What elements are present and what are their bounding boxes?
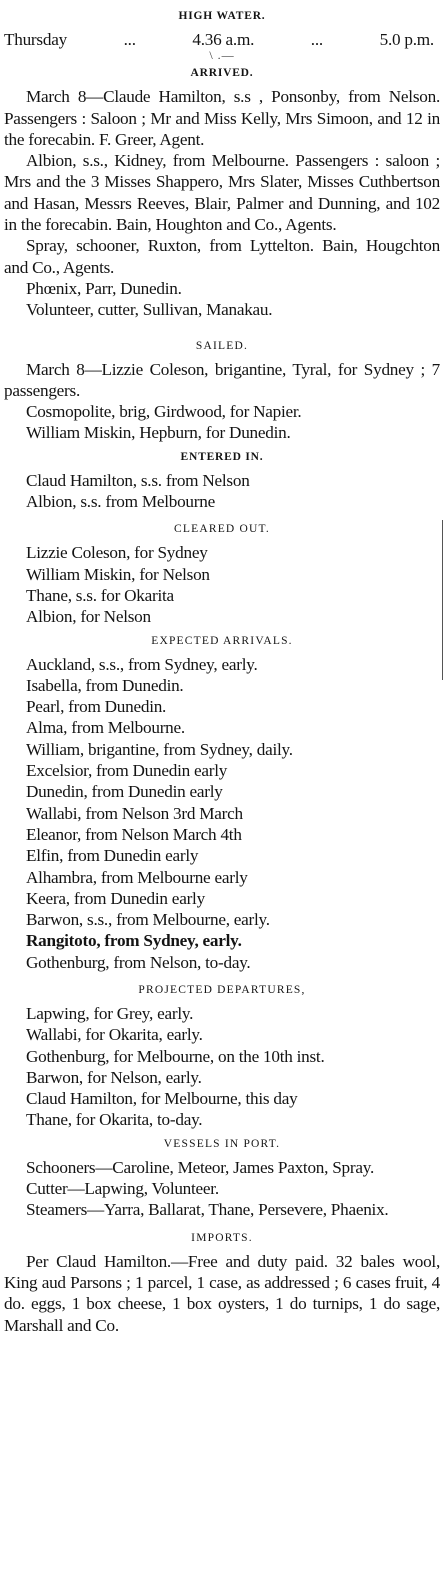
arrived-entry: Albion, s.s., Kidney, from Melbourne. Passengers : saloon ; Mrs and the 3 Misses Shappero, Mrs Slater, Misses Cuthbertson and Hasan, Messrs Reeves, Blair, Palmer and Dunning, and 102 in the forecabin. Bain, Houghton and Co., Agents. <box>4 151 440 235</box>
arrived-heading: ARRIVED. <box>190 67 254 80</box>
high-water-dots-1: ... <box>123 30 136 49</box>
projected-departure-entry: Barwon, for Nelson, early. <box>26 1067 202 1087</box>
cleared-out-entry: Lizzie Coleson, for Sydney <box>26 543 208 563</box>
expected-arrival-entry: Alhambra, from Melbourne early <box>26 867 248 887</box>
vessels-in-port-entry: Schooners—Caroline, Meteor, James Paxton, Spray. <box>26 1157 375 1177</box>
expected-arrival-entry: Alma, from Melbourne. <box>26 718 185 738</box>
expected-arrival-entry: Barwon, s.s., from Melbourne, early. <box>26 910 270 930</box>
arrived-entry: March 8—Claude Hamilton, s.s , Ponsonby, from Nelson. Passengers : Saloon ; Mr and Miss Kelly, Mrs Simoon, and 12 in the forecabin. F. Greer, Agent. <box>4 87 440 149</box>
cleared-out-entry: Albion, for Nelson <box>26 607 151 627</box>
entered-in-entry: Claud Hamilton, s.s. from Nelson <box>26 470 250 490</box>
arrived-entry: Volunteer, cutter, Sullivan, Manakau. <box>26 300 273 320</box>
expected-arrivals-heading: EXPECTED ARRIVALS. <box>151 634 293 647</box>
ornament-divider: \ .— <box>209 48 235 63</box>
sailed-entry: March 8—Lizzie Coleson, brigantine, Tyral, for Sydney ; 7 passengers. <box>4 359 440 400</box>
arrived-entry: Spray, schooner, Ruxton, from Lyttelton. Bain, Hougchton and Co., Agents. <box>4 236 440 277</box>
projected-departure-entry: Claud Hamilton, for Melbourne, this day <box>26 1089 298 1109</box>
expected-arrival-entry: William, brigantine, from Sydney, daily. <box>26 739 293 759</box>
projected-departures-heading: PROJECTED DEPARTURES, <box>138 983 306 996</box>
imports-entry: Per Claud Hamilton.—Free and duty paid. 32 bales wool, King aud Parsons ; 1 parcel, 1 case, as addressed ; 6 cases fruit, 4 do. eggs, 1 box cheese, 1 box oysters, 1 do turnips, 1 do sage, Marshall and Co. <box>4 1251 440 1335</box>
high-water-pm: 5.0 p.m. <box>379 30 434 49</box>
expected-arrival-entry: Eleanor, from Nelson March 4th <box>26 824 242 844</box>
entered-in-heading: ENTERED IN. <box>180 450 264 463</box>
expected-arrival-entry: Dunedin, from Dunedin early <box>26 782 223 802</box>
newspaper-column <box>4 3 440 1336</box>
expected-arrival-entry: Pearl, from Dunedin. <box>26 697 167 717</box>
vessels-in-port-entry: Cutter—Lapwing, Volunteer. <box>26 1179 219 1199</box>
vessels-in-port-heading: VESSELS IN PORT. <box>163 1137 281 1150</box>
expected-arrival-entry: Rangitoto, from Sydney, early. <box>26 931 242 951</box>
expected-arrival-entry: Auckland, s.s., from Sydney, early. <box>26 654 258 674</box>
expected-arrival-entry: Wallabi, from Nelson 3rd March <box>26 803 243 823</box>
projected-departure-entry: Gothenburg, for Melbourne, on the 10th inst. <box>26 1046 325 1066</box>
sailed-entry: William Miskin, Hepburn, for Dunedin. <box>26 423 291 443</box>
high-water-am: 4.36 a.m. <box>192 30 255 49</box>
expected-arrival-entry: Isabella, from Dunedin. <box>26 675 184 695</box>
expected-arrival-entry: Excelsior, from Dunedin early <box>26 761 228 781</box>
high-water-day: Thursday <box>4 30 67 49</box>
expected-arrival-entry: Keera, from Dunedin early <box>26 888 205 908</box>
projected-departure-entry: Lapwing, for Grey, early. <box>26 1003 194 1023</box>
arrived-entry: Phœnix, Parr, Dunedin. <box>26 278 182 298</box>
sailed-entry: Cosmopolite, brig, Girdwood, for Napier. <box>26 402 302 422</box>
expected-arrival-entry: Gothenburg, from Nelson, to-day. <box>26 952 251 972</box>
cleared-out-heading: CLEARED OUT. <box>174 523 270 536</box>
expected-arrival-entry: Elfin, from Dunedin early <box>26 846 199 866</box>
projected-departure-entry: Thane, for Okarita, to-day. <box>26 1110 203 1130</box>
sailed-heading: SAILED. <box>195 339 249 352</box>
column-rule <box>442 520 443 680</box>
projected-departure-entry: Wallabi, for Okarita, early. <box>26 1025 203 1045</box>
cleared-out-entry: Thane, s.s. for Okarita <box>26 585 174 605</box>
vessels-in-port-entry: Steamers—Yarra, Ballarat, Thane, Persevere, Phaenix. <box>26 1200 389 1220</box>
high-water-dots-2: ... <box>310 30 323 49</box>
high-water-row <box>4 29 440 50</box>
high-water-heading: HIGH WATER. <box>178 10 266 22</box>
cleared-out-entry: William Miskin, for Nelson <box>26 564 210 584</box>
imports-heading: IMPORTS. <box>191 1231 253 1244</box>
entered-in-entry: Albion, s.s. from Melbourne <box>26 492 215 512</box>
